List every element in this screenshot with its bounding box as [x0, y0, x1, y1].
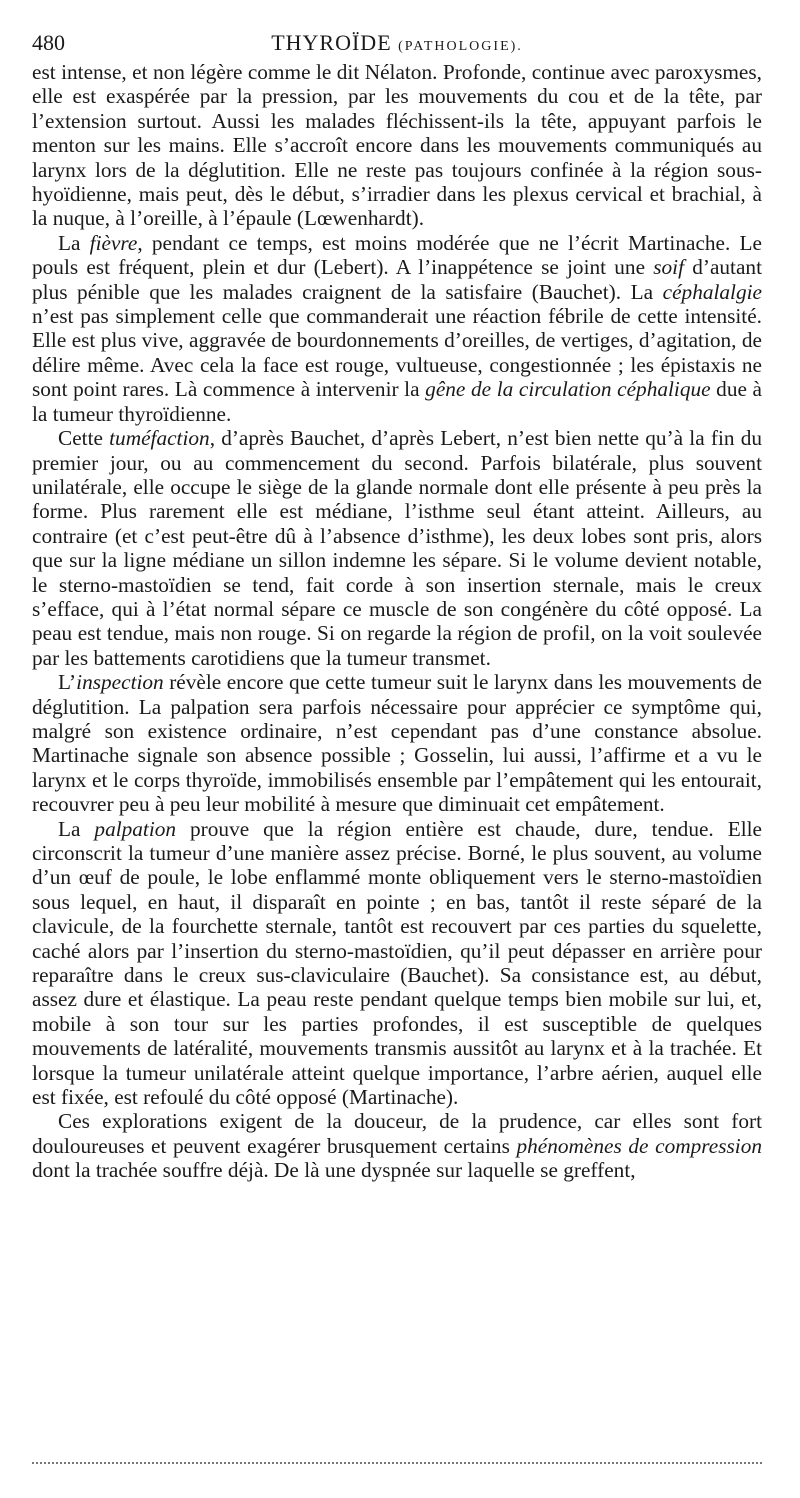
- italic-term: soif: [653, 255, 685, 280]
- paragraph-5: [32, 817, 762, 1110]
- italic-term: phénomènes de compression: [516, 1133, 762, 1158]
- italic-term: palpation: [94, 816, 177, 841]
- text-run: Ces explorations exigent de la douceur, de la prudence, car elles sont fort douloureuses et peuvent exagérer brusquement certains: [32, 1109, 762, 1158]
- italic-term: fièvre: [89, 230, 138, 255]
- running-title-subtitle: (PATHOLOGIE).: [398, 39, 523, 54]
- text-run: , d’après Bauchet, d’après Lebert, n’est bien nette qu’à la fin du premier jour, ou au commencement du second. Parfois bilatérale, plus souvent unilatérale, elle occupe le siège de la glande normale dont elle présente à peu près la forme. Plus rarement elle est médiane, l’isthme seul étant atteint. Ailleurs, au contraire (et c’est peut-être dû à l’absence d’isthme), les deux lobes sont pris, alors que sur la ligne médiane un sillon indemne les sépare. Si le volume devient notable, le sterno-mastoïdien se tend, fait corde à son insertion sternale, mais le creux s’efface, qui à l’état normal sépare ce muscle de son congénère du côté opposé. La peau est tendue, mais non rouge. Si on regarde la région de profil, on la voit soulevée par les battements carotidiens que la tumeur transmet.: [32, 426, 762, 670]
- text-run: , pendant ce temps, est moins modérée que ne l’écrit Martinache. Le pouls est fréquent, plein et dur (Lebert). A l’inappétence se joint une: [32, 230, 762, 280]
- footer-rule: [32, 1462, 762, 1464]
- paragraph-6: [32, 1109, 762, 1182]
- italic-term: tuméfaction: [109, 426, 210, 451]
- text-run: Cette: [58, 426, 110, 451]
- paragraph-4: [32, 670, 762, 816]
- italic-term: céphalalgie: [662, 279, 762, 304]
- text-run: dont la trachée souffre déjà. De là une dyspnée sur laquelle se greffent,: [32, 1158, 636, 1183]
- italic-term: inspection: [76, 670, 164, 695]
- paragraph-1: [32, 60, 762, 231]
- running-title-main: THYROÏDE: [271, 30, 392, 55]
- text-run: prouve que la région entière est chaude, dure, tendue. Elle circonscrit la tumeur d’une manière assez précise. Borné, le plus souvent, au volume d’un œuf de poule, le lobe enflammé monte obliquement vers le sterno-mastoïdien sous lequel, en haut, il disparaît en pointe ; en bas, tantôt il reste séparé de la clavicule, de la fourchette sternale, tantôt est recouvert par ces parties du squelette, caché alors par l’insertion du sterno-mastoïdien, qu’il peut dépasser en arrière pour reparaître dans le creux sus-claviculaire (Bauchet). Sa consistance est, au début, assez dure et élastique. La peau reste pendant quelque temps bien mobile sur lui, et, mobile à son tour sur les parties profondes, il est susceptible de quelques mouvements de latéralité, mouvements transmis aussitôt au larynx et à la trachée. Et lorsque la tumeur unilatérale atteint quelque importance, l’arbre aérien, auquel elle est fixée, est refoulé du côté opposé (Martinache).: [32, 816, 762, 1110]
- text-run: révèle encore que cette tumeur suit le larynx dans les mouvements de déglutition. La palpation sera parfois nécessaire pour apprécier ce symptôme qui, malgré son existence ordinaire, n’est cependant pas d’une constance absolue. Martinache signale son absence possible ; Gosselin, lui aussi, l’affirme et a vu le larynx et le corps thyroïde, immobilisés ensemble par l’empâtement qui les entourait, recouvrer peu à peu leur mobilité à mesure que diminuait cet empâtement.: [32, 670, 762, 817]
- text-run: La: [58, 230, 90, 255]
- page-number: 480: [32, 30, 65, 55]
- body-text: [32, 60, 762, 1183]
- paragraph-2: [32, 231, 762, 426]
- running-title: [32, 30, 762, 56]
- text-run: d’autant plus pénible que les malades craignent de la satisfaire (Bauchet). La: [32, 255, 762, 304]
- page-header: [32, 26, 762, 60]
- text-run: La: [58, 816, 95, 841]
- text-run: due à la tumeur thyroïdienne.: [32, 377, 762, 426]
- paragraph-3: [32, 426, 762, 670]
- italic-term: gêne de la circulation céphalique: [425, 377, 711, 402]
- document-page: [32, 26, 762, 1183]
- text-run: L’: [58, 670, 77, 695]
- text-run: est intense, et non légère comme le dit Nélaton. Profonde, continue avec paroxysmes, elle est exaspérée par la pression, par les mouvements du cou et de la tête, par l’extension surtout. Aussi les malades fléchissent-ils la tête, appuyant parfois le menton sur les mains. Elle s’accroît encore dans les mouvements communiqués au larynx lors de la déglutition. Elle ne reste pas toujours confinée à la région sous-hyoïdienne, mais peut, dès le début, s’irradier dans les plexus cervical et brachial, à la nuque, à l’oreille, à l’épaule (Lœwenhardt).: [32, 60, 762, 231]
- text-run: n’est pas simplement celle que commanderait une réaction fébrile de cette intensité. Elle est plus vive, aggravée de bourdonnements d’oreilles, de vertiges, d’agitation, de délire même. Avec cela la face est rouge, vultueuse, congestionnée ; les épistaxis ne sont point rares. Là commence à intervenir la: [32, 304, 762, 402]
